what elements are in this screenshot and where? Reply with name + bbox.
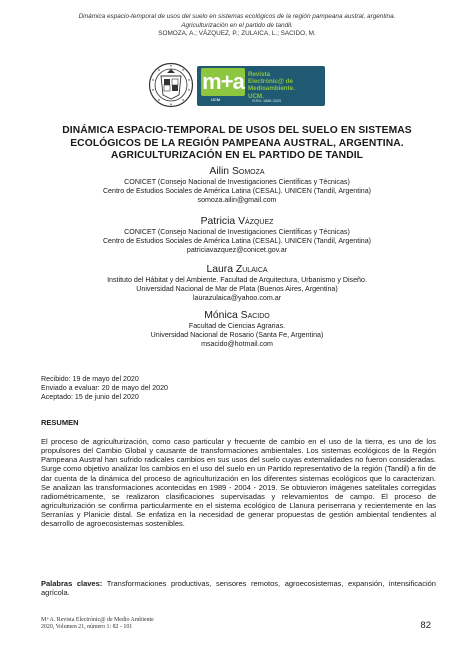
running-head-title-2: Agriculturización en el partido de tandil. (181, 21, 293, 29)
author-affiliation: CONICET (Consejo Nacional de Investigaciones Científicas y Técnicas) (124, 228, 350, 236)
author-block (60, 165, 414, 205)
author-email[interactable]: somoza.ailin@gmail.com (197, 196, 277, 205)
paper-title: DINÁMICA ESPACIO-TEMPORAL DE USOS DEL SUELO EN SISTEMAS ECOLÓGICOS DE LA REGIÓN PAMPEANA AUSTRAL, ARGENTINA. AGRICULTURIZACIÓN EN EL PARTIDO DE TANDIL (62, 125, 412, 162)
journal-logo-name: Revista Electrónic@ de Medioambiente. UCM. (248, 71, 295, 100)
abstract-heading: RESUMEN (41, 418, 79, 427)
author-name: Patricia Vázquez (200, 216, 274, 227)
author-block (60, 215, 414, 255)
author-email[interactable]: msacido@hotmail.com (201, 340, 273, 349)
running-head (40, 13, 434, 39)
journal-logo-row (0, 62, 474, 112)
keywords-text: Transformaciones productivas, sensores remotos, agroecosistemas, expansión, intensificación agrícola. (41, 579, 436, 598)
author-name: Laura Zulaica (206, 264, 268, 275)
date-sent: Enviado a evaluar: 20 de mayo del 2020 (41, 384, 168, 393)
page-number: 82 (420, 620, 431, 631)
journal-logo-ucm: UCM (211, 97, 221, 102)
footer-citation: M+A. Revista Electrónic@ de Medio Ambiente 2020, Volumen 21, número 1: 82 - 101 (41, 617, 154, 630)
abstract-body: El proceso de agriculturización, como caso particular y frecuente de cambio en el uso de la tierra, es uno de los propulsores del Cambio Global y causante de transformaciones ambientales. Los sistemas ecológicos de la Región Pampeana Austral han sufrido radicales cambios en sus usos del suelo cuyas externalidades no fueron consideradas. Surge como objetivo analizar los cambios en el uso del suelo en un Partido representativo de la región (Tandil) a fin de dar cuenta de la dinámica del proceso de agriculturización en los diferentes sistemas ecológicos que lo caracterizan. Se analizan las transformaciones acontecidas en 1989 - 2004 - 2019. Se obtuvieron imágenes satelitales corregidas radiométricamente, se realizaron clasificaciones supervisadas y relevamientos de campo. El proceso de agriculturización se confirma particularmente en el sistema ecológico de Llanura periserrana y recientemente en las Serranías y Planicie distal. Se enfatiza en la necesidad de generar propuestas de gestión ambiental tendientes al desarrollo de agroecosistemas sostenibles. (41, 437, 436, 529)
author-name: Ailin Somoza (209, 166, 265, 177)
author-affiliation: CONICET (Consejo Nacional de Investigaciones Científicas y Técnicas) (124, 178, 350, 186)
date-accepted: Aceptado: 15 de junio del 2020 (41, 393, 139, 402)
author-affiliation: Centro de Estudios Sociales de América Latina (CESAL). UNICEN (Tandil, Argentina) (102, 237, 372, 246)
author-block (60, 309, 414, 349)
date-received: Recibido: 19 de mayo del 2020 (41, 375, 139, 383)
author-affiliation: Universidad Nacional de Mar de Plata (Buenos Aires, Argentina) (136, 285, 338, 294)
submission-dates (41, 375, 168, 402)
author-email[interactable]: laurazulaica@yahoo.com.ar (192, 294, 282, 303)
author-block (60, 263, 414, 303)
running-head-title-1: Dinámica espacio-temporal de usos del suelo en sistemas ecológicos de la región pampeana austral, argentina. (78, 13, 396, 20)
keywords-label: Palabras claves: (41, 579, 103, 588)
author-affiliation: Instituto del Hábitat y del Ambiente. Facultad de Arquitectura, Urbanismo y Diseño. (107, 276, 367, 284)
university-seal-icon (148, 62, 194, 108)
journal-logo (197, 66, 325, 106)
author-affiliation: Centro de Estudios Sociales de América Latina (CESAL). UNICEN (Tandil, Argentina) (102, 187, 372, 196)
author-email[interactable]: patriciavazquez@conicet.gov.ar (186, 246, 288, 255)
author-affiliation: Facultad de Ciencias Agrarias. (188, 322, 286, 330)
author-affiliation: Universidad Nacional de Rosario (Santa Fe, Argentina) (150, 331, 324, 340)
keywords (41, 579, 436, 597)
author-name: Mónica Sacido (204, 310, 270, 321)
running-head-authors: SOMOZA, A.; VÁZQUEZ, P.; ZULAICA, L.; SACIDO, M. (158, 30, 316, 38)
journal-issn: ISSN: 1886-3329 (252, 99, 282, 103)
journal-logo-mark: m+a (202, 69, 244, 94)
